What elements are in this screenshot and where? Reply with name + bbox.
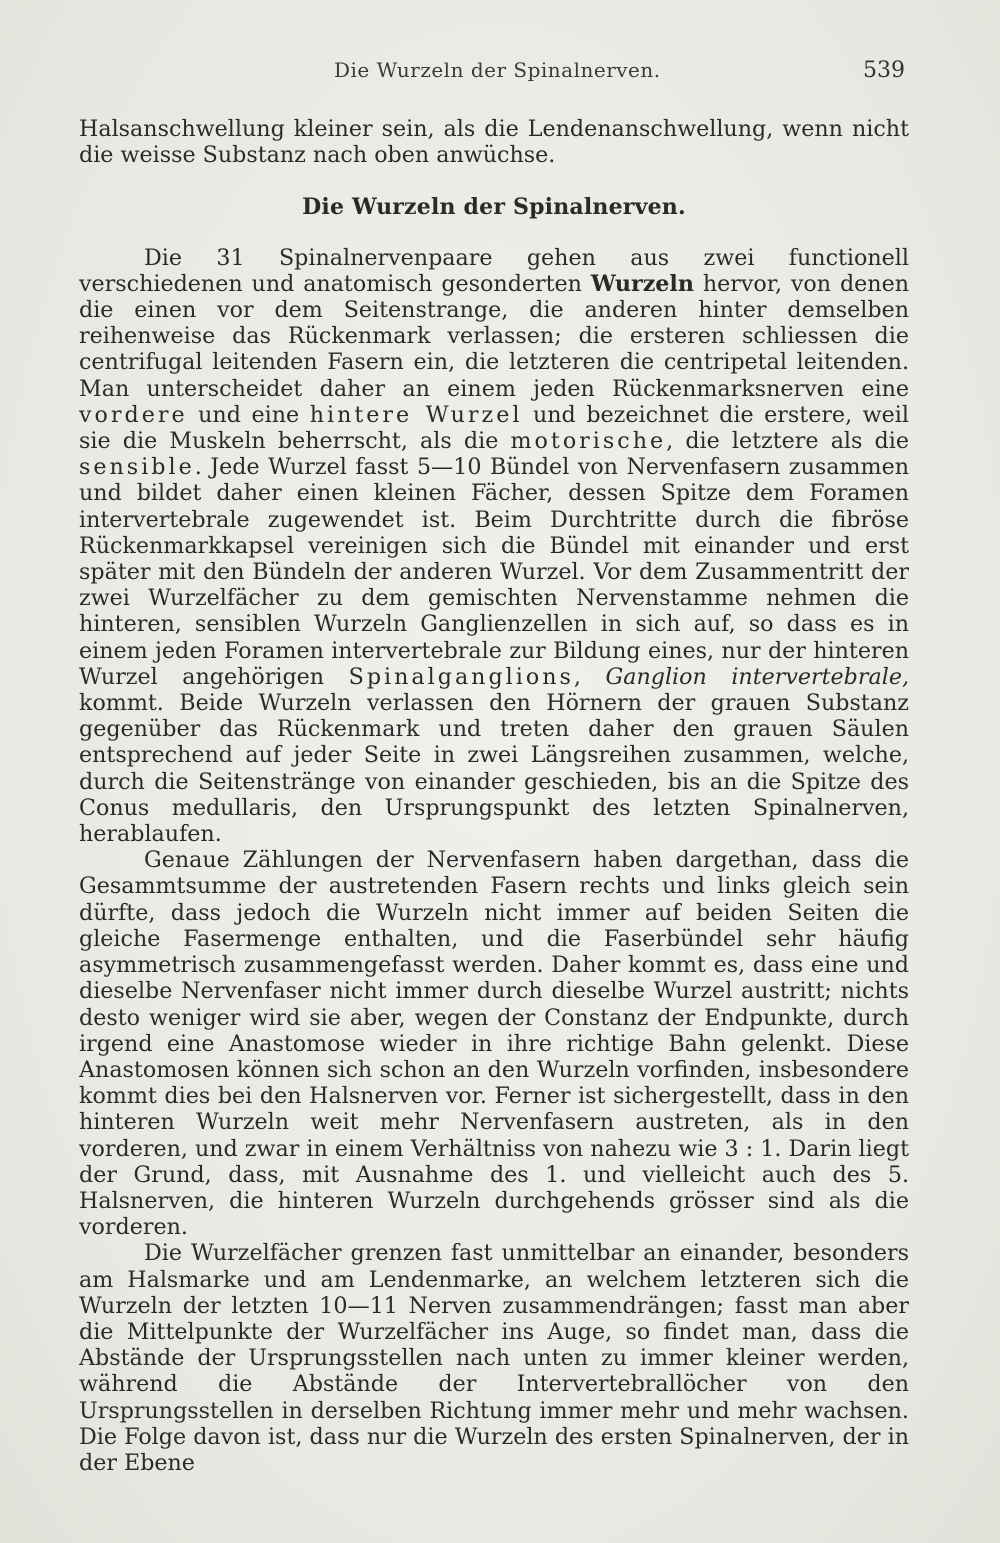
- paragraph-1: [79, 245, 909, 848]
- p1-text-o: kommt. Beide Wurzeln verlassen den Hörnern der grauen Substanz gegenüber das Rückenmark und treten daher den grauen Säulen entsprechend auf jeder Seite in zwei Längsreihen zusammen, welche, durch die Seitenstränge von einander geschieden, bis an die Spitze des Conus medullaris, den Ursprungspunkt des letzten Spinalnerven, herablaufen.: [79, 690, 909, 848]
- p1-text-g: und bezeichnet die erstere, weil sie die Muskeln beherrscht, als die: [79, 401, 909, 455]
- p1-text-a: Die 31 Spinalnervenpaare gehen aus zwei functionell verschiedenen und anatomisch gesonderten: [79, 244, 909, 297]
- term-motorische: motorische: [510, 428, 667, 455]
- paragraph-2: Genaue Zählungen der Nervenfasern haben dargethan, dass die Gesammtsumme der austretenden Fasern rechts und links gleich sein dürfte, dass jedoch die Wurzeln nicht immer auf beiden Seiten die gleiche Fasermenge enthalten, und die Faserbündel sehr häufig asymmetrisch zusammengefasst werden. Daher kommt es, dass eine und dieselbe Nervenfaser nicht immer durch dieselbe Wurzel austritt; nichts desto weniger wird sie aber, wegen der Constanz der Endpunkte, durch irgend eine Anastomose wieder in ihre richtige Bahn gelenkt. Diese Anastomosen können sich schon an den Wurzeln vorfinden, insbesondere kommt dies bei den Halsnerven vor. Ferner ist sichergestellt, dass in den hinteren Wurzeln weit mehr Nervenfasern austreten, als in den vorderen, und zwar in einem Verhältniss von nahezu wie 3 : 1. Darin liegt der Grund, dass, mit Ausnahme des 1. und vielleicht auch des 5. Halsnerven, die hinteren Wurzeln durchgehends grösser sind als die vorderen.: [79, 847, 909, 1241]
- term-wurzeln: Wurzeln: [590, 270, 694, 297]
- term-sensible: sensible: [79, 454, 195, 481]
- page-number: 539: [863, 58, 905, 83]
- term-spinalganglions: Spinalganglions: [348, 663, 574, 690]
- body-text: [79, 116, 909, 1476]
- p1-text-c: hervor, von denen die einen vor dem Seitenstrange, die anderen hinter demselben reihenweise das Rückenmark verlassen; die ersteren schliessen die centrifugal leitenden Fasern ein, die letzteren die centripetal leitenden. Man unterscheidet daher an einem jeden Rückenmarksnerven eine: [79, 270, 909, 402]
- running-head: Die Wurzeln der Spinalnerven.: [334, 58, 661, 82]
- p1-text-e: und eine: [187, 401, 310, 428]
- term-ganglion-intervertebrale: Ganglion intervertebrale,: [605, 663, 909, 690]
- p1-text-i: , die letztere als die: [666, 428, 909, 455]
- paragraph-3: Die Wurzelfächer grenzen fast unmittelbar an einander, besonders am Halsmarke und am Lendenmarke, an welchem letzteren sich die Wurzeln der letzten 10—11 Nerven zusammendrängen; fasst man aber die Mittelpunkte der Wurzelfächer ins Auge, so findet man, dass die Abstände der Ursprungsstellen nach unten zu immer kleiner werden, während die Abstände der Intervertebrallöcher von den Ursprungsstellen in derselben Richtung immer mehr und mehr wachsen. Die Folge davon ist, dass nur die Wurzeln des ersten Spinalnerven, der in der Ebene: [79, 1240, 909, 1476]
- page-header: [79, 58, 905, 88]
- carryover-paragraph: Halsanschwellung kleiner sein, als die Lendenanschwellung, wenn nicht die weisse Substanz nach oben anwüchse.: [79, 116, 909, 169]
- section-heading: Die Wurzeln der Spinalnerven.: [302, 194, 686, 221]
- p1-text-m: ,: [573, 663, 606, 690]
- term-hintere-wurzel: hintere Wurzel: [309, 401, 523, 428]
- p1-text-k: . Jede Wurzel fasst 5—10 Bündel von Nervenfasern zusammen und bildet daher einen kleinen Fächer, dessen Spitze dem Foramen intervertebrale zugewendet ist. Beim Durchtritte durch die fibröse Rückenmarkkapsel vereinigen sich die Bündel mit einander und erst später mit den Bündeln der anderen Wurzel. Vor dem Zusammentritt der zwei Wurzelfächer zu dem gemischten Nervenstamme nehmen die hinteren, sensiblen Wurzeln Ganglienzellen in sich auf, so dass es in einem jeden Foramen intervertebrale zur Bildung eines, nur der hinteren Wurzel angehörigen: [79, 454, 909, 690]
- term-vordere: vordere: [79, 401, 188, 428]
